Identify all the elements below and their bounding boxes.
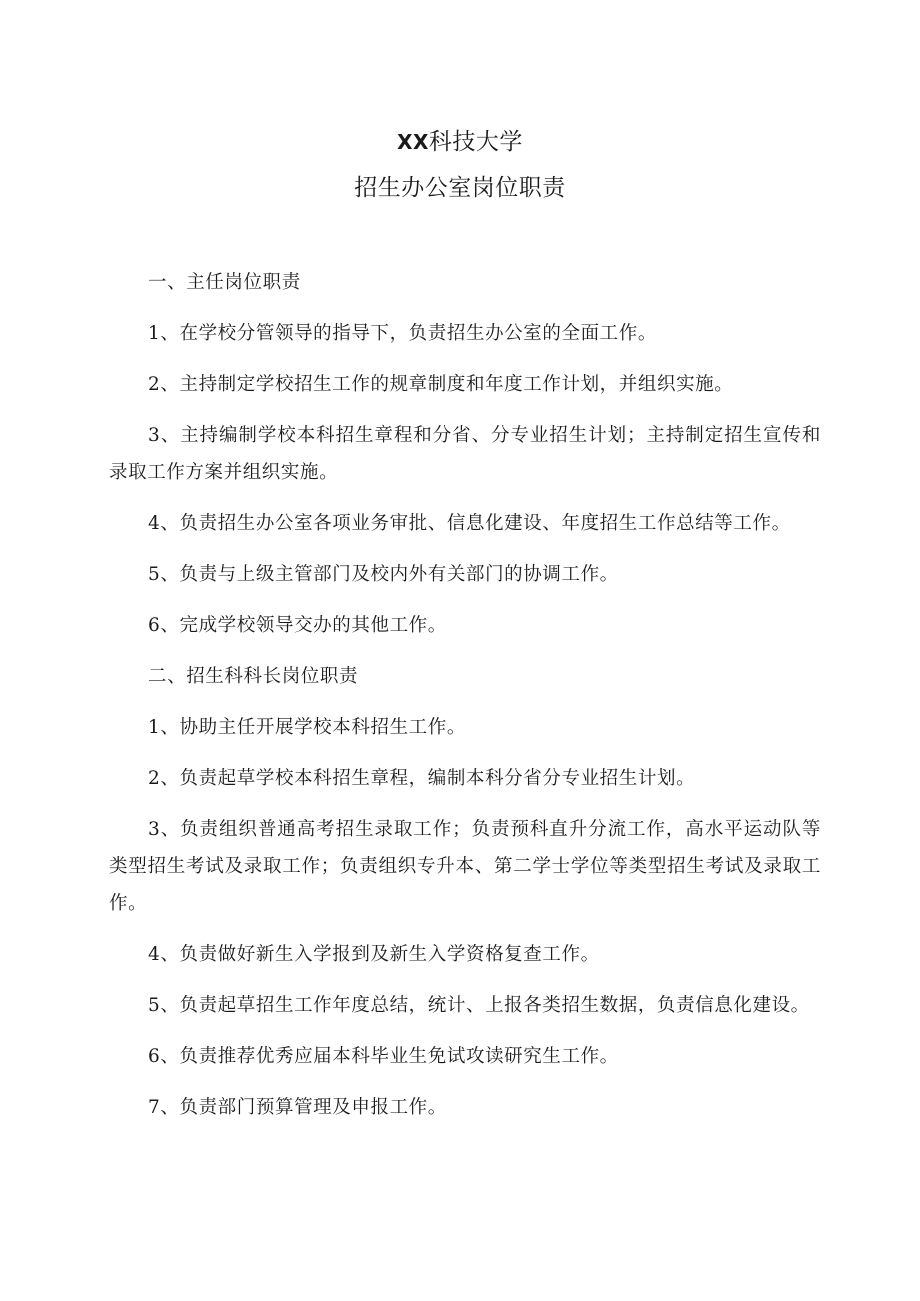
document-header: [0, 124, 920, 206]
section-heading: 二、招生科科长岗位职责: [148, 666, 359, 687]
duty-item: 4、负责招生办公室各项业务审批、信息化建设、年度招生工作总结等工作。: [148, 513, 791, 534]
document-title-latin: XX: [397, 130, 429, 154]
duty-item: 5、负责与上级主管部门及校内外有关部门的协调工作。: [148, 564, 619, 585]
duty-item: 2、主持制定学校招生工作的规章制度和年度工作计划，并组织实施。: [148, 374, 734, 395]
document-title-rest: 科技大学: [428, 129, 523, 155]
duty-item: 3、主持编制学校本科招生章程和分省、分专业招生计划；主持制定招生宣传和录取工作方案并组织实施。: [109, 425, 821, 483]
document-title: [0, 124, 920, 160]
duty-item: 6、负责推荐优秀应届本科毕业生免试攻读研究生工作。: [148, 1046, 619, 1067]
duty-item: 5、负责起草招生工作年度总结，统计、上报各类招生数据，负责信息化建设。: [148, 995, 810, 1016]
duty-item: 3、负责组织普通高考招生录取工作；负责预科直升分流工作，高水平运动队等类型招生考试及录取工作；负责组织专升本、第二学士学位等类型招生考试及录取工作。: [109, 819, 821, 914]
duty-item: 1、在学校分管领导的指导下，负责招生办公室的全面工作。: [148, 323, 657, 344]
document-body: [109, 264, 821, 1140]
duty-item: 7、负责部门预算管理及申报工作。: [148, 1097, 447, 1118]
duty-item: 4、负责做好新生入学报到及新生入学资格复查工作。: [148, 944, 600, 965]
duty-item: 1、协助主任开展学校本科招生工作。: [148, 717, 466, 738]
duty-item: 6、完成学校领导交办的其他工作。: [148, 615, 447, 636]
section-heading: 一、主任岗位职责: [148, 272, 301, 293]
document-subtitle: 招生办公室岗位职责: [354, 175, 566, 201]
duty-item: 2、负责起草学校本科招生章程，编制本科分省分专业招生计划。: [148, 768, 696, 789]
